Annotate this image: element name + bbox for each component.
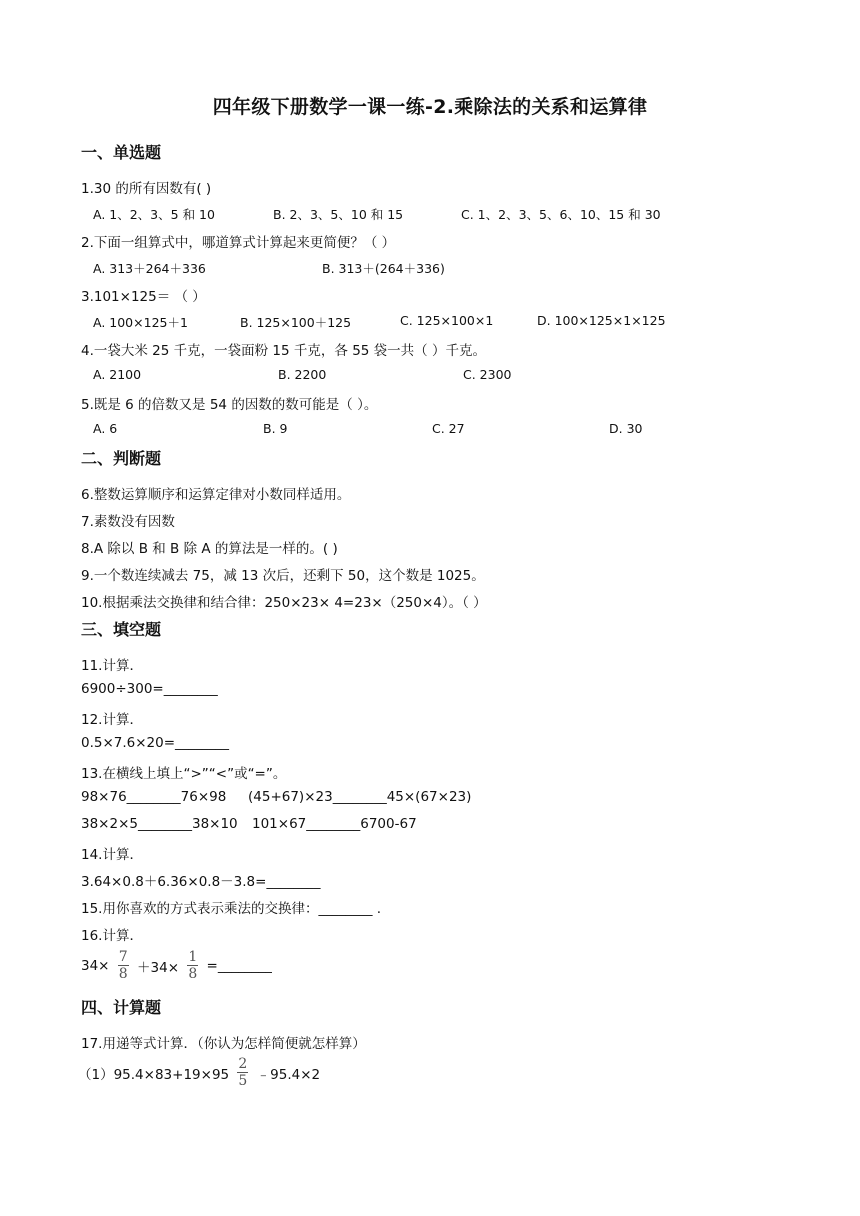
q16-part-2: ＋34× (137, 959, 180, 976)
q5-option-d: D. 30 (609, 421, 643, 436)
q17-fraction-denominator: 5 (238, 1073, 248, 1089)
question-11: 11.计算． (81, 658, 143, 674)
question-14-expression: 3.64×0.8＋6.36×0.8－3.8=________ (81, 874, 321, 890)
section-heading-true-false: 二、判断题 (81, 449, 162, 468)
question-2: 2.下面一组算式中，哪道算式计算起来更简便？（ ） (81, 235, 396, 251)
question-1: 1.30 的所有因数有( ) (81, 181, 212, 197)
question-17-part-1 (78, 1057, 320, 1088)
question-11-expression: 6900÷300=________ (81, 681, 218, 697)
q16-fraction-2 (187, 950, 198, 981)
section-heading-fill-in: 三、填空题 (81, 620, 162, 639)
q17-part-1-suffix: ﹣95.4×2 (256, 1066, 321, 1083)
question-3: 3.101×125＝ （ ） (81, 289, 206, 305)
q16-part-3: =________ (206, 957, 272, 974)
section-heading-single-choice: 一、单选题 (81, 143, 162, 162)
q17-part-1-prefix: （1）95.4×83+19×95 (78, 1066, 230, 1083)
q1-option-a: A. 1、2、3、5 和 10 (93, 207, 215, 222)
q16-fraction-1-denominator: 8 (118, 966, 128, 982)
question-4: 4.一袋大米 25 千克，一袋面粉 15 千克，各 55 袋一共（ ）千克。 (81, 343, 486, 359)
question-6: 6.整数运算顺序和运算定律对小数同样适用。 (81, 487, 351, 503)
question-12-expression: 0.5×7.6×20=________ (81, 735, 230, 751)
q16-fraction-2-numerator: 1 (188, 949, 198, 965)
q2-option-b: B. 313＋(264＋336) (322, 261, 445, 276)
question-5: 5.既是 6 的倍数又是 54 的因数的数可能是（ ）。 (81, 397, 378, 413)
question-13: 13.在横线上填上“>”“<”或“=”。 (81, 766, 287, 782)
q5-option-a: A. 6 (93, 421, 118, 436)
q4-option-a: A. 2100 (93, 367, 142, 382)
q1-option-b: B. 2、3、5、10 和 15 (273, 207, 404, 222)
q1-option-c: C. 1、2、3、5、6、10、15 和 30 (461, 207, 661, 222)
q3-option-c: C. 125×100×1 (400, 313, 494, 328)
question-17: 17.用递等式计算．（你认为怎样简便就怎样算） (81, 1036, 366, 1052)
q4-option-c: C. 2300 (463, 367, 512, 382)
q3-option-d: D. 100×125×1×125 (537, 313, 666, 328)
question-16-expression (81, 950, 272, 981)
q3-option-b: B. 125×100＋125 (240, 315, 352, 330)
q13-comparison-1a: 98×76________76×98 (81, 789, 227, 805)
q16-fraction-2-denominator: 8 (188, 966, 198, 982)
page-title: 四年级下册数学一课一练-2.乘除法的关系和运算律 (212, 96, 648, 118)
section-heading-calculation: 四、计算题 (81, 998, 162, 1017)
question-10: 10.根据乘法交换律和结合律：250×23× 4=23×（250×4）。（ ） (81, 595, 487, 611)
q13-comparison-2a: 38×2×5________38×10 (81, 816, 238, 832)
question-14: 14.计算． (81, 847, 143, 863)
q13-comparison-2b: 101×67________6700-67 (252, 816, 417, 832)
q17-fraction (237, 1057, 248, 1088)
q5-option-b: B. 9 (263, 421, 288, 436)
question-8: 8.A 除以 B 和 B 除 A 的算法是一样的。( ) (81, 541, 338, 557)
q4-option-b: B. 2200 (278, 367, 327, 382)
question-15: 15.用你喜欢的方式表示乘法的交换律：________ . (81, 901, 382, 917)
q3-option-a: A. 100×125＋1 (93, 315, 188, 330)
question-7: 7.素数没有因数 (81, 514, 175, 530)
question-16: 16.计算． (81, 928, 143, 944)
question-12: 12.计算． (81, 712, 143, 728)
q16-fraction-1 (118, 950, 129, 981)
q16-part-1: 34× (81, 957, 110, 974)
q5-option-c: C. 27 (432, 421, 465, 436)
q2-option-a: A. 313＋264＋336 (93, 261, 206, 276)
q13-comparison-1b: (45+67)×23________45×(67×23) (248, 789, 472, 805)
q16-fraction-1-numerator: 7 (118, 949, 128, 965)
question-9: 9.一个数连续减去 75，减 13 次后，还剩下 50，这个数是 1025。 (81, 568, 485, 584)
q17-fraction-numerator: 2 (238, 1056, 248, 1072)
